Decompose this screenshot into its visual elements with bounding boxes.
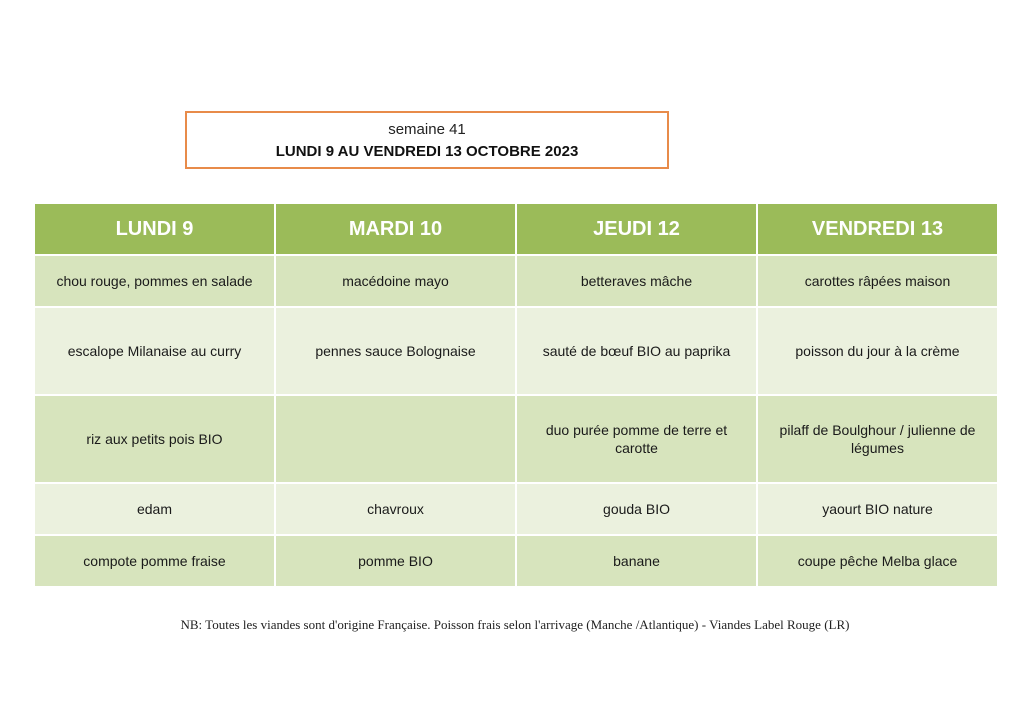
menu-cell: edam: [34, 483, 275, 535]
day-header-friday: VENDREDI 13: [757, 203, 998, 255]
side-dish-row: [34, 395, 998, 483]
week-title-box: [185, 111, 669, 169]
menu-cell: banane: [516, 535, 757, 587]
date-range-title: LUNDI 9 AU VENDREDI 13 OCTOBRE 2023: [275, 143, 579, 160]
day-header-tuesday: MARDI 10: [275, 203, 516, 255]
menu-cell: poisson du jour à la crème: [757, 307, 998, 395]
menu-cell: macédoine mayo: [275, 255, 516, 307]
menu-cell: sauté de bœuf BIO au paprika: [516, 307, 757, 395]
menu-cell: betteraves mâche: [516, 255, 757, 307]
menu-cell: pomme BIO: [275, 535, 516, 587]
menu-cell: carottes râpées maison: [757, 255, 998, 307]
menu-cell: yaourt BIO nature: [757, 483, 998, 535]
menu-cell: riz aux petits pois BIO: [34, 395, 275, 483]
menu-cell: escalope Milanaise au curry: [34, 307, 275, 395]
week-label: semaine 41: [388, 121, 466, 138]
menu-cell: [275, 395, 516, 483]
dessert-row: [34, 535, 998, 587]
starter-row: [34, 255, 998, 307]
menu-cell: compote pomme fraise: [34, 535, 275, 587]
dairy-row: [34, 483, 998, 535]
menu-cell: chou rouge, pommes en salade: [34, 255, 275, 307]
menu-cell: gouda BIO: [516, 483, 757, 535]
day-header-thursday: JEUDI 12: [516, 203, 757, 255]
menu-cell: pennes sauce Bolognaise: [275, 307, 516, 395]
menu-cell: chavroux: [275, 483, 516, 535]
menu-cell: duo purée pomme de terre et carotte: [516, 395, 757, 483]
day-header-monday: LUNDI 9: [34, 203, 275, 255]
main-dish-row: [34, 307, 998, 395]
menu-cell: pilaff de Boulghour / julienne de légumes: [757, 395, 998, 483]
day-header-row: [34, 203, 998, 255]
menu-cell: coupe pêche Melba glace: [757, 535, 998, 587]
menu-table: [33, 202, 999, 588]
footnote: NB: Toutes les viandes sont d'origine Française. Poisson frais selon l'arrivage (Manche /Atlantique) - Viandes Label Rouge (LR): [180, 617, 850, 632]
